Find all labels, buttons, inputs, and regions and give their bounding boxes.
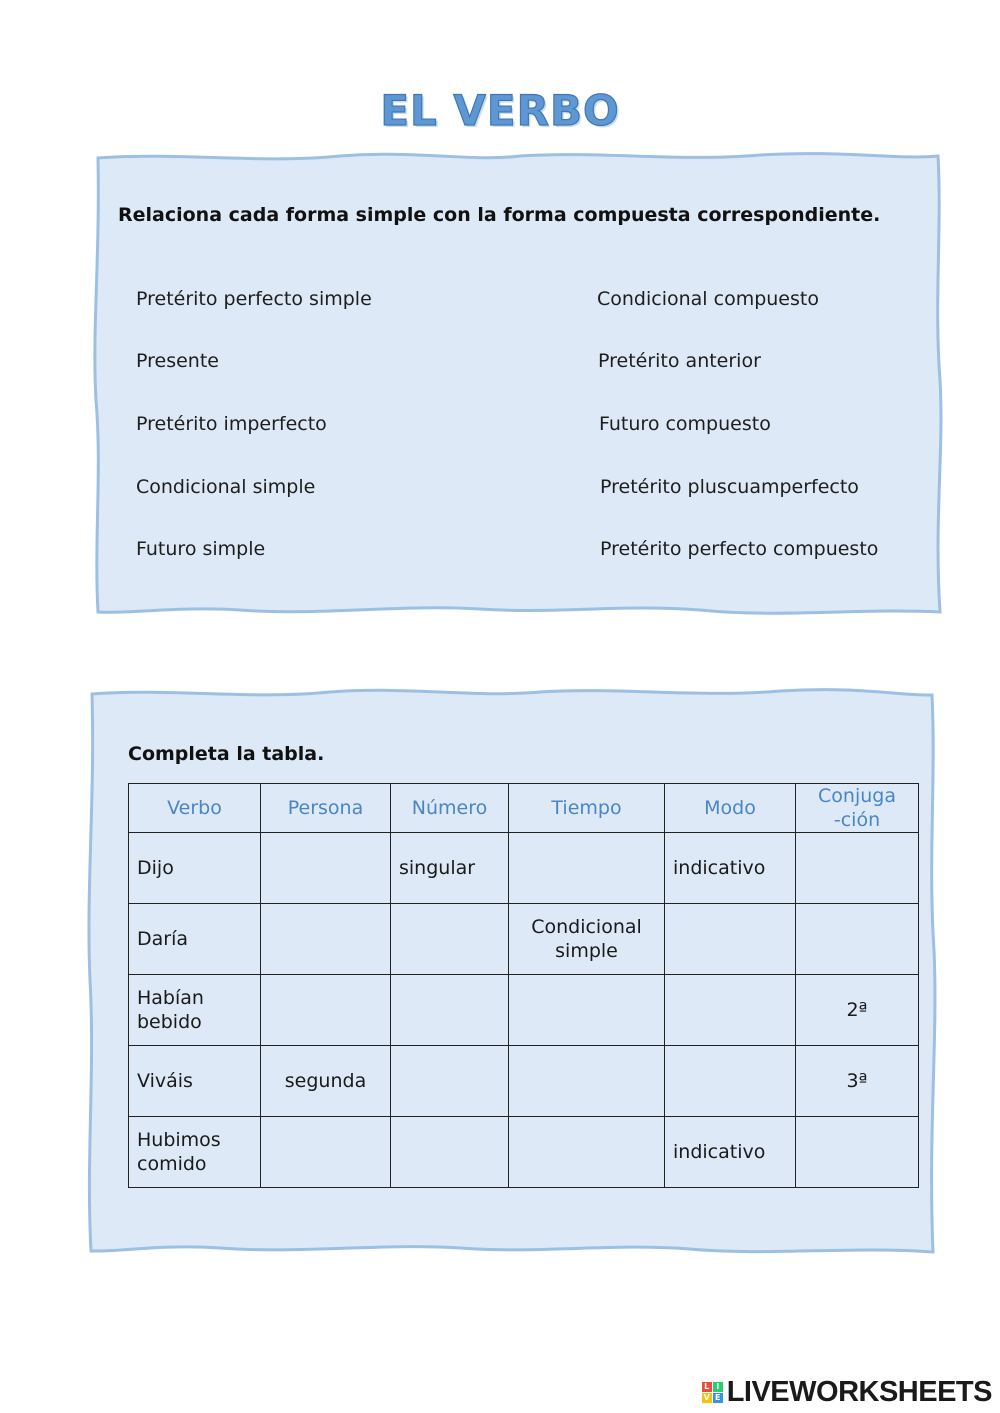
cell-verbo: Viváis: [129, 1046, 261, 1117]
cell-tiempo[interactable]: [509, 833, 665, 904]
simple-form-item[interactable]: Pretérito imperfecto: [136, 413, 327, 435]
compound-form-item[interactable]: Pretérito pluscuamperfecto: [600, 476, 859, 498]
cell-modo[interactable]: [665, 904, 796, 975]
cell-numero[interactable]: [391, 1117, 509, 1188]
cell-modo: indicativo: [665, 1117, 796, 1188]
header-persona: Persona: [261, 784, 391, 833]
compound-form-item[interactable]: Futuro compuesto: [599, 413, 771, 435]
cell-persona: segunda: [261, 1046, 391, 1117]
verb-table: [128, 783, 919, 1188]
cell-numero[interactable]: [391, 975, 509, 1046]
header-verbo: Verbo: [129, 784, 261, 833]
page-title: EL VERBO: [380, 86, 620, 135]
simple-form-item[interactable]: Presente: [136, 350, 219, 372]
table-instruction: Completa la tabla.: [128, 743, 325, 765]
match-instruction: Relaciona cada forma simple con la forma compuesta correspondiente.: [118, 204, 881, 226]
cell-verbo: Hubimos comido: [129, 1117, 261, 1188]
cell-numero[interactable]: [391, 1046, 509, 1117]
compound-form-item[interactable]: Pretérito anterior: [598, 350, 761, 372]
liveworksheets-logo: [702, 1377, 992, 1407]
table-row: [129, 1117, 919, 1188]
simple-form-item[interactable]: Condicional simple: [136, 476, 316, 498]
cell-verbo: Dijo: [129, 833, 261, 904]
table-row: [129, 904, 919, 975]
cell-conjugacion[interactable]: [796, 1117, 919, 1188]
table-row: [129, 833, 919, 904]
cell-modo[interactable]: [665, 1046, 796, 1117]
compound-form-item[interactable]: Pretérito perfecto compuesto: [600, 538, 879, 560]
cell-conjugacion[interactable]: [796, 904, 919, 975]
cell-conjugacion: 3ª: [796, 1046, 919, 1117]
compound-form-item[interactable]: Condicional compuesto: [597, 288, 819, 310]
cell-numero[interactable]: [391, 904, 509, 975]
logo-icon: [702, 1382, 723, 1403]
cell-numero: singular: [391, 833, 509, 904]
logo-text: LIVEWORKSHEETS: [726, 1375, 992, 1408]
table-header-row: [129, 784, 919, 833]
cell-persona[interactable]: [261, 833, 391, 904]
header-tiempo: Tiempo: [509, 784, 665, 833]
header-conjugacion: Conjuga -ción: [796, 784, 919, 833]
logo-letter: E: [713, 1393, 723, 1403]
cell-persona[interactable]: [261, 975, 391, 1046]
cell-conjugacion: 2ª: [796, 975, 919, 1046]
cell-conjugacion[interactable]: [796, 833, 919, 904]
simple-form-item[interactable]: Pretérito perfecto simple: [136, 288, 372, 310]
header-numero: Número: [391, 784, 509, 833]
table-row: [129, 975, 919, 1046]
logo-letter: I: [713, 1382, 723, 1392]
cell-tiempo[interactable]: [509, 1046, 665, 1117]
simple-form-item[interactable]: Futuro simple: [136, 538, 266, 560]
logo-letter: L: [702, 1382, 712, 1392]
cell-verbo: Habían bebido: [129, 975, 261, 1046]
cell-modo[interactable]: [665, 975, 796, 1046]
cell-tiempo: Condicional simple: [509, 904, 665, 975]
logo-letter: V: [703, 1392, 710, 1402]
cell-tiempo[interactable]: [509, 975, 665, 1046]
cell-persona[interactable]: [261, 904, 391, 975]
cell-modo: indicativo: [665, 833, 796, 904]
header-modo: Modo: [665, 784, 796, 833]
cell-verbo: Daría: [129, 904, 261, 975]
table-row: [129, 1046, 919, 1117]
cell-persona[interactable]: [261, 1117, 391, 1188]
cell-tiempo[interactable]: [509, 1117, 665, 1188]
